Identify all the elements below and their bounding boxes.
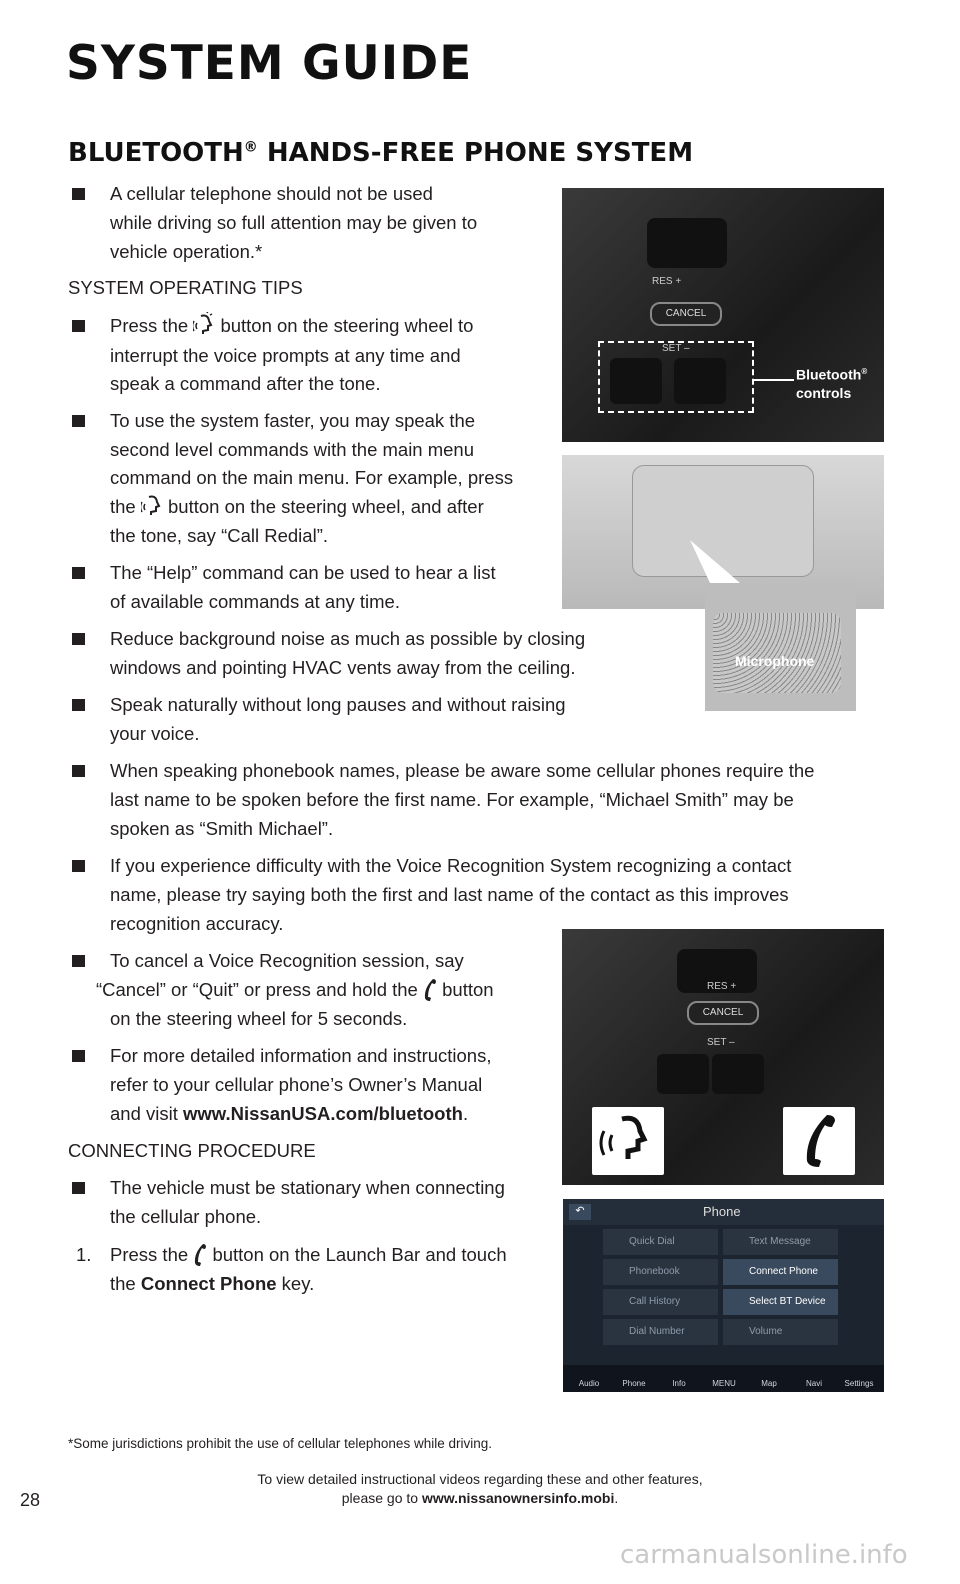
bullet-text: If you experience difficulty with the Voice Recognition System recognizing a contact xyxy=(110,855,792,876)
talk-icon-callout xyxy=(592,1107,664,1175)
phone-icon xyxy=(193,1243,207,1267)
bullet-square xyxy=(72,955,85,967)
phone-icon xyxy=(423,978,437,1002)
section-title-rest: HANDS-FREE PHONE SYSTEM xyxy=(257,138,694,168)
bullet-text: When speaking phonebook names, please be aware some cellular phones require the xyxy=(110,760,815,781)
screen-menu-button[interactable]: Call History xyxy=(603,1289,718,1315)
launch-bar-item[interactable]: MENU xyxy=(712,1379,736,1388)
bullet-text: second level commands with the main menu xyxy=(110,439,475,460)
screen-menu-button[interactable]: Connect Phone xyxy=(723,1259,838,1285)
bullet-text: Press the button on the steering wheel to xyxy=(110,311,473,341)
screen-menu-button[interactable]: Volume xyxy=(723,1319,838,1345)
step-text: the Connect Phone key. xyxy=(110,1273,315,1294)
microphone-label: Microphone xyxy=(735,653,815,669)
screen-menu-button[interactable]: Quick Dial xyxy=(603,1229,718,1255)
page-number: 28 xyxy=(20,1490,41,1510)
bullet-text: vehicle operation.* xyxy=(110,241,263,262)
bullet-text: command on the main menu. For example, press xyxy=(110,467,514,488)
bullet-square xyxy=(72,860,85,872)
microphone-photo xyxy=(705,583,856,711)
launch-bar-item[interactable]: Settings xyxy=(844,1379,874,1388)
phone-icon-callout xyxy=(783,1107,855,1175)
bullet-text: recognition accuracy. xyxy=(110,913,284,934)
bullet-text: the cellular phone. xyxy=(110,1206,262,1227)
bullet-square xyxy=(72,633,85,645)
screen-menu-button[interactable]: Phonebook xyxy=(603,1259,718,1285)
launch-bar-item[interactable]: Map xyxy=(761,1379,777,1388)
bullet-text: your voice. xyxy=(110,723,200,744)
bullet-square xyxy=(72,415,85,427)
page-title: SYSTEM GUIDE xyxy=(66,36,473,91)
bullet-square xyxy=(72,699,85,711)
launch-bar-item[interactable]: Phone xyxy=(622,1379,646,1388)
bullet-text: of available commands at any time. xyxy=(110,591,400,612)
bullet-text: last name to be spoken before the first name. For example, “Michael Smith” may be xyxy=(110,789,794,810)
tips-heading: SYSTEM OPERATING TIPS xyxy=(68,277,303,298)
footnote: *Some jurisdictions prohibit the use of cellular telephones while driving. xyxy=(68,1436,492,1451)
set-label: SET – xyxy=(707,1037,735,1048)
bullet-text: while driving so full attention may be given to xyxy=(110,212,478,233)
bullet-text: A cellular telephone should not be used xyxy=(110,183,433,204)
bullet-text: interrupt the voice prompts at any time and xyxy=(110,345,461,366)
callout-pointer xyxy=(690,540,750,600)
launch-bar-item[interactable]: Audio xyxy=(578,1379,600,1388)
section-title xyxy=(68,138,693,168)
owners-info-link[interactable]: www.nissanownersinfo.mobi xyxy=(421,1490,615,1506)
connect-heading: CONNECTING PROCEDURE xyxy=(68,1140,316,1161)
bullet-text: To use the system faster, you may speak the xyxy=(110,410,476,431)
registered-mark: ® xyxy=(243,139,258,156)
bullet-text: the button on the steering wheel, and after xyxy=(110,492,484,522)
bullet-text: spoken as “Smith Michael”. xyxy=(110,818,334,839)
bullet-square xyxy=(72,188,85,200)
bullet-text: Reduce background noise as much as possible by closing xyxy=(110,628,586,649)
bluetooth-controls-label: Bluetooth® controls xyxy=(796,366,868,401)
watermark: carmanualsonline.info xyxy=(620,1540,908,1570)
bullet-text: Speak naturally without long pauses and without raising xyxy=(110,694,566,715)
phone-button xyxy=(712,1054,764,1094)
bullet-text: The vehicle must be stationary when connecting xyxy=(110,1177,505,1198)
set-label: SET – xyxy=(662,343,690,354)
screen-menu-button[interactable]: Text Message xyxy=(723,1229,838,1255)
phone-menu-screen xyxy=(563,1199,884,1392)
bullet-text: For more detailed information and instructions, xyxy=(110,1045,492,1066)
talk-icon xyxy=(193,312,215,338)
bullet-text: To cancel a Voice Recognition session, say xyxy=(110,950,464,971)
bullet-square xyxy=(72,1050,85,1062)
steering-wheel-photo xyxy=(562,188,884,442)
bullet-text: name, please try saying both the first and last name of the contact as this improves xyxy=(110,884,789,905)
screen-menu-button[interactable]: Select BT Device xyxy=(723,1289,838,1315)
screen-menu-button[interactable]: Dial Number xyxy=(603,1319,718,1345)
steering-closeup-photo xyxy=(562,929,884,1185)
bullet-square xyxy=(72,567,85,579)
footer: To view detailed instructional videos regarding these and other features, please go to www.nissanownersinfo.mobi. xyxy=(257,1471,703,1506)
bullet-text: and visit www.NissanUSA.com/bluetooth. xyxy=(110,1103,469,1124)
launch-bar-item[interactable]: Info xyxy=(672,1379,686,1388)
talk-icon xyxy=(141,493,163,519)
highlight-box xyxy=(598,341,754,413)
back-button[interactable]: ↶ xyxy=(569,1204,591,1220)
phone-icon xyxy=(783,1107,855,1175)
bullet-text: refer to your cellular phone’s Owner’s Manual xyxy=(110,1074,483,1095)
section-title-main: BLUETOOTH xyxy=(68,138,244,168)
step-number: 1. xyxy=(76,1244,92,1265)
talk-button xyxy=(657,1054,709,1094)
bullet-square xyxy=(72,765,85,777)
voice-up-button xyxy=(647,218,727,268)
bluetooth-url-link[interactable]: www.NissanUSA.com/bluetooth xyxy=(183,1103,463,1124)
step-text: Press the button on the Launch Bar and touch xyxy=(110,1244,507,1265)
bullet-square xyxy=(72,320,85,332)
bullet-text: windows and pointing HVAC vents away from the ceiling. xyxy=(110,657,576,678)
talk-icon xyxy=(592,1107,664,1175)
cancel-label: CANCEL xyxy=(650,302,722,326)
callout-line xyxy=(754,379,794,381)
res-label: RES + xyxy=(707,981,737,992)
bullet-text: speak a command after the tone. xyxy=(110,373,381,394)
bullet-square xyxy=(72,1182,85,1194)
bullet-text: “Cancel” or “Quit” or press and hold the button xyxy=(96,979,494,1000)
bullet-text: on the steering wheel for 5 seconds. xyxy=(110,1008,408,1029)
launch-bar-item[interactable]: Navi xyxy=(805,1379,822,1388)
bullet-text: The “Help” command can be used to hear a list xyxy=(110,562,496,583)
res-label: RES + xyxy=(652,276,682,287)
screen-title: Phone xyxy=(703,1204,741,1219)
bullet-text: the tone, say “Call Redial”. xyxy=(110,525,328,546)
cancel-label: CANCEL xyxy=(687,1001,759,1025)
